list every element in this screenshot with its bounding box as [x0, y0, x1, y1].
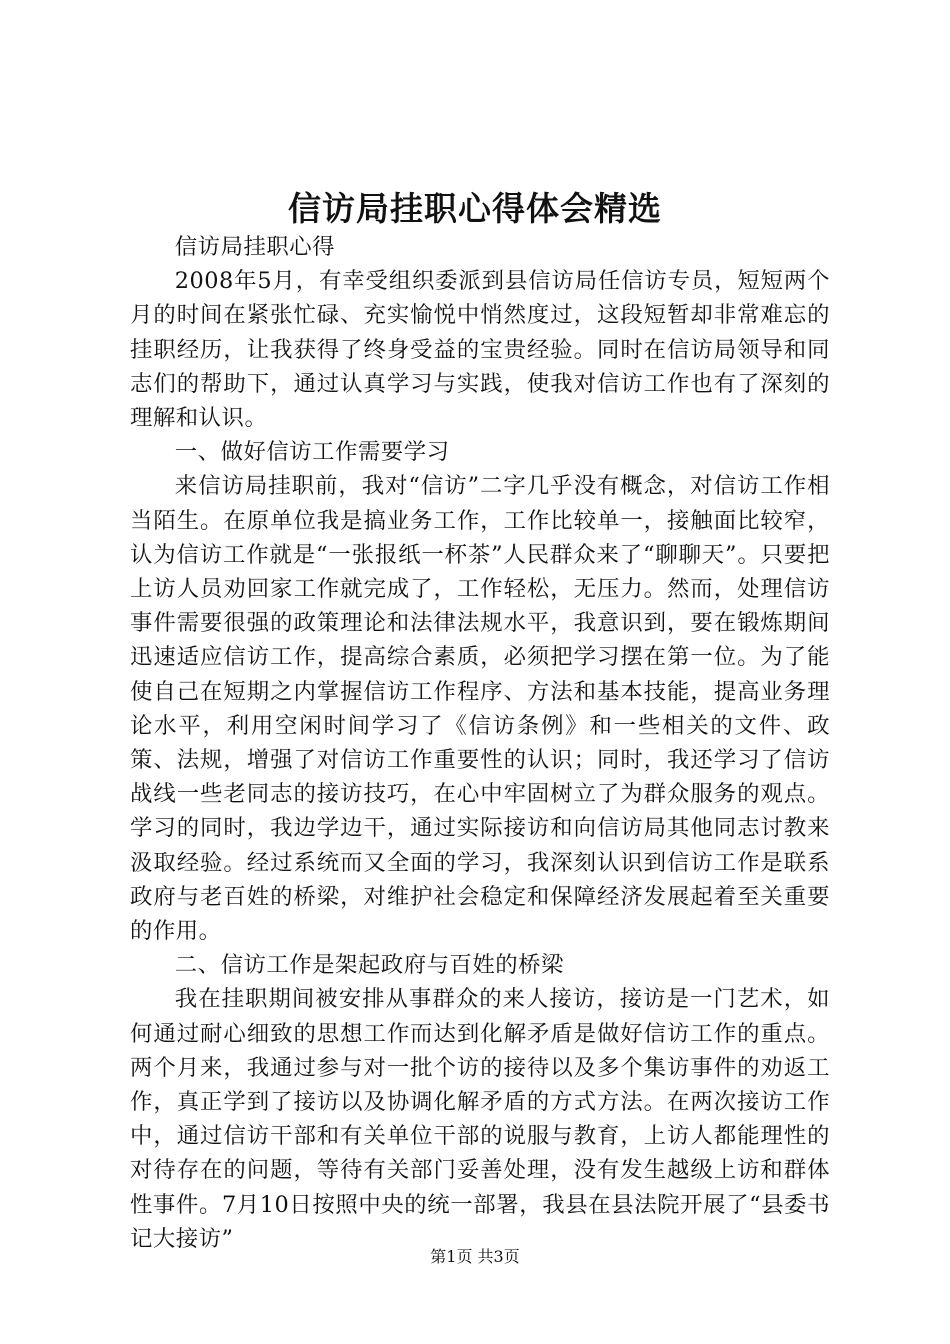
- section-heading-1: 一、做好信访工作需要学习: [174, 439, 450, 466]
- paragraph-subtitle: 信访局挂职心得: [174, 234, 336, 260]
- paragraph-section-1: 来信访局挂职前，我对“信访”二字几乎没有概念，对信访工作相当陌生。在原单位我是搞业务工作，工作比较单一，接触面比较窄，认为信访工作就是“一张报纸一杯茶”人民群众来了“聊聊天”。只要把上访人员劝回家工作就完成了，工作轻松，无压力。然而，处理信访事件需要很强的政策理论和法律法规水平，我意识到，要在锻炼期间迅速适应信访工作，提高综合素质，必须把学习摆在第一位。为了能使自己在短期之内掌握信访工作程序、方法和基本技能，提高业务理论水平，利用空闲时间学习了《信访条例》和一些相关的文件、政策、法规，增强了对信访工作重要性的认识；同时，我还学习了信访战线一些老同志的接访技巧，在心中牢固树立了为群众服务的观点。学习的同时，我边学边干，通过实际接访和向信访局其他同志讨教来汲取经验。经过系统而又全面的学习，我深刻认识到信访工作是联系政府与老百姓的桥梁，对维护社会稳定和保障经济发展起着至关重要的作用。: [130, 473, 830, 945]
- paragraph-section-2: 我在挂职期间被安排从事群众的来人接访，接访是一门艺术，如何通过耐心细致的思想工作而达到化解矛盾是做好信访工作的重点。两个月来，我通过参与对一批个访的接待以及多个集访事件的劝返工作，真正学到了接访以及协调化解矛盾的方式方法。在两次接访工作中，通过信访干部和有关单位干部的说服与教育，上访人都能理性的对待存在的问题，等待有关部门妥善处理，没有发生越级上访和群体性事件。7月10日按照中央的统一部署，我县在县法院开展了“县委书记大接访”: [130, 986, 830, 1252]
- paragraph-intro: 2008年5月，有幸受组织委派到县信访局任信访专员，短短两个月的时间在紧张忙碌、充实愉悦中悄然度过，这段短暂却非常难忘的挂职经历，让我获得了终身受益的宝贵经验。同时在信访局领导和同志们的帮助下，通过认真学习与实践，使我对信访工作也有了深刻的理解和认识。: [130, 268, 830, 432]
- document-title: 信访局挂职心得体会精选: [288, 189, 662, 228]
- page-number-footer: 第1页 共3页: [430, 1247, 520, 1266]
- section-heading-2: 二、信访工作是架起政府与百姓的桥梁: [174, 952, 564, 979]
- document-body: [130, 230, 830, 1256]
